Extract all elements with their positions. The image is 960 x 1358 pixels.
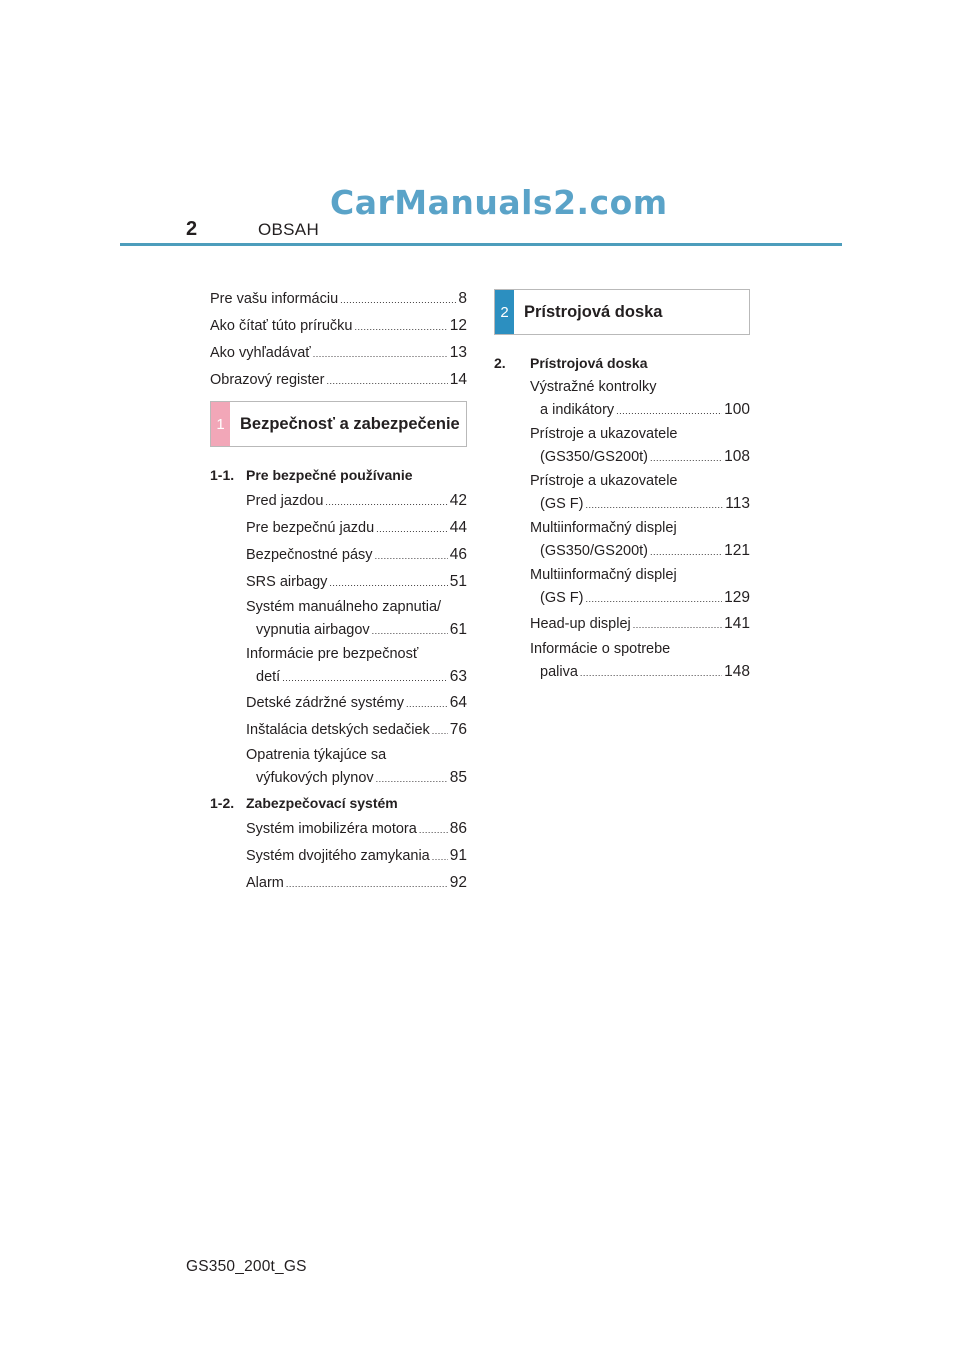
toc-entry-row	[246, 542, 467, 569]
toc-entry-row	[246, 618, 467, 643]
subsection-code: 2.	[494, 355, 506, 371]
dot-leader	[650, 447, 722, 470]
section-header[interactable]	[494, 289, 750, 335]
dot-leader	[376, 517, 448, 542]
toc-entry-row	[246, 766, 467, 791]
toc-entry[interactable]	[246, 643, 467, 690]
section-number-tab: 2	[495, 290, 514, 334]
toc-entry-label: Pre vašu informáciu	[210, 291, 339, 307]
toc-entry-label: Výstražné kontrolky	[530, 379, 657, 395]
subsection-entries	[210, 816, 467, 897]
toc-entry-row	[246, 488, 467, 515]
toc-entry-label: Systém manuálneho zapnutia/	[246, 599, 442, 615]
toc-entry[interactable]	[530, 470, 750, 517]
toc-entry[interactable]	[246, 542, 467, 569]
toc-entry[interactable]	[210, 313, 467, 340]
toc-entry-row	[530, 445, 750, 470]
dot-leader	[286, 872, 448, 897]
header-rule	[120, 243, 842, 246]
toc-entry-row	[246, 870, 467, 897]
toc-right-column	[494, 289, 750, 685]
toc-entry-row	[530, 492, 750, 517]
toc-page-number: 14	[449, 371, 467, 388]
toc-entry[interactable]	[530, 638, 750, 685]
toc-entry-row	[246, 690, 467, 717]
toc-entry[interactable]	[530, 376, 750, 423]
subsection-heading[interactable]	[210, 791, 467, 816]
toc-entry[interactable]	[246, 870, 467, 897]
toc-page-number: 141	[724, 615, 750, 632]
toc-entry[interactable]	[210, 286, 467, 313]
toc-page-number: 129	[724, 589, 750, 606]
toc-entry-label: Systém imobilizéra motora	[246, 821, 417, 837]
toc-entry[interactable]	[246, 744, 467, 791]
dot-leader	[633, 613, 722, 638]
toc-entry-label: Pre bezpečnú jazdu	[246, 520, 375, 536]
dot-leader	[375, 544, 448, 569]
toc-entry[interactable]	[246, 717, 467, 744]
toc-entry-label: (GS F)	[540, 590, 584, 606]
subsection-code: 1-2.	[210, 795, 235, 811]
toc-entry-label: Informácie pre bezpečnosť	[246, 646, 419, 662]
toc-entry-label: Inštalácia detských sedačiek	[246, 722, 430, 738]
toc-entry[interactable]	[530, 564, 750, 611]
toc-page-number: 92	[449, 874, 467, 891]
dot-leader	[325, 490, 447, 515]
toc-entry-label: Opatrenia týkajúce sa	[246, 747, 387, 763]
section-title: Prístrojová doska	[524, 302, 663, 321]
toc-entry[interactable]	[246, 569, 467, 596]
toc-entry-label: a indikátory	[540, 402, 615, 418]
toc-page-number: 42	[449, 492, 467, 509]
subsection-heading[interactable]	[494, 351, 750, 376]
toc-entry-row	[530, 398, 750, 423]
toc-page-number: 121	[724, 542, 750, 559]
toc-entry[interactable]	[246, 515, 467, 542]
toc-entry-label: (GS350/GS200t)	[540, 449, 648, 465]
toc-entry-label: Detské zádržné systémy	[246, 695, 404, 711]
toc-entry-row	[246, 569, 467, 596]
toc-entry-label: Pred jazdou	[246, 493, 324, 509]
dot-leader	[432, 845, 448, 870]
subsection-code: 1-1.	[210, 467, 235, 483]
toc-entry-label: Ako čítať túto príručku	[210, 318, 353, 334]
toc-page-number: 46	[449, 546, 467, 563]
toc-page-number: 61	[449, 621, 467, 638]
dot-leader	[376, 768, 448, 791]
toc-page-number: 51	[449, 573, 467, 590]
toc-entry-row	[246, 816, 467, 843]
toc-page-number: 44	[449, 519, 467, 536]
toc-entry-label: Ako vyhľadávať	[210, 345, 311, 361]
toc-entry-label: (GS F)	[540, 496, 584, 512]
toc-entry-label: Informácie o spotrebe	[530, 641, 671, 657]
section-2	[494, 289, 750, 685]
toc-page-number: 64	[449, 694, 467, 711]
toc-entry-label: paliva	[540, 664, 578, 680]
toc-entry-row	[530, 586, 750, 611]
intro-list	[210, 286, 467, 394]
toc-page-number: 63	[449, 668, 467, 685]
toc-page-number: 13	[449, 344, 467, 361]
subsection-heading[interactable]	[210, 463, 467, 488]
toc-page-number: 86	[449, 820, 467, 837]
section-number-tab: 1	[211, 402, 230, 446]
toc-entry-row	[246, 515, 467, 542]
dot-leader	[372, 620, 448, 643]
toc-entry[interactable]	[246, 816, 467, 843]
toc-entry[interactable]	[210, 367, 467, 394]
dot-leader	[586, 494, 724, 517]
dot-leader	[313, 342, 448, 367]
toc-page-number: 76	[449, 721, 467, 738]
page-number: 2	[186, 218, 198, 240]
page-title: OBSAH	[258, 220, 320, 239]
watermark: CarManuals2.com	[330, 183, 668, 222]
subsection-title: Zabezpečovací systém	[246, 795, 398, 811]
toc-entry[interactable]	[530, 423, 750, 470]
dot-leader	[586, 588, 723, 611]
subsection-title: Prístrojová doska	[530, 355, 648, 371]
toc-entry[interactable]	[246, 488, 467, 515]
toc-entry-label: vypnutia airbagov	[256, 622, 370, 638]
toc-page-number: 148	[724, 663, 750, 680]
toc-entry-row	[246, 717, 467, 744]
subsection-title: Pre bezpečné používanie	[246, 467, 413, 483]
toc-page-number: 108	[724, 448, 750, 465]
toc-entry-label: Obrazový register	[210, 372, 325, 388]
toc-entry[interactable]	[530, 611, 750, 638]
dot-leader	[282, 667, 448, 690]
toc-entry-row	[246, 843, 467, 870]
toc-page-number: 85	[449, 769, 467, 786]
section-title: Bezpečnosť a zabezpečenie	[240, 414, 460, 433]
toc-entry-row	[246, 665, 467, 690]
section-header[interactable]	[210, 401, 467, 447]
toc-entry[interactable]	[246, 690, 467, 717]
toc-entry-label: SRS airbagy	[246, 574, 328, 590]
toc-page-number: 12	[449, 317, 467, 334]
dot-leader	[616, 400, 722, 423]
dot-leader	[419, 818, 448, 843]
toc-entry[interactable]	[246, 596, 467, 643]
toc-entry-label: Multiinformačný displej	[530, 567, 677, 583]
toc-entry-label: Alarm	[246, 875, 284, 891]
subsection-entries	[494, 376, 750, 685]
toc-entry-label: výfukových plynov	[256, 770, 374, 786]
toc-entry[interactable]	[210, 340, 467, 367]
dot-leader	[432, 719, 448, 744]
dot-leader	[650, 541, 722, 564]
toc-entry[interactable]	[246, 843, 467, 870]
toc-page-number: 113	[725, 495, 750, 512]
toc-entry-row	[530, 611, 750, 638]
toc-page-number: 91	[449, 847, 467, 864]
toc-left-column	[210, 286, 467, 897]
toc-entry-row	[530, 660, 750, 685]
toc-entry-label: (GS350/GS200t)	[540, 543, 648, 559]
toc-entry-label: Prístroje a ukazovatele	[530, 426, 678, 442]
dot-leader	[406, 692, 448, 717]
toc-entry-label: Bezpečnostné pásy	[246, 547, 373, 563]
toc-entry[interactable]	[530, 517, 750, 564]
subsection-entries	[210, 488, 467, 791]
footer-model-code: GS350_200t_GS	[186, 1258, 307, 1275]
dot-leader	[580, 662, 722, 685]
toc-entry-row	[530, 539, 750, 564]
dot-leader	[329, 571, 447, 596]
toc-entry-label: detí	[256, 669, 281, 685]
dot-leader	[340, 288, 456, 313]
toc-entry-label: Head-up displej	[530, 616, 631, 632]
toc-entry-label: Multiinformačný displej	[530, 520, 677, 536]
dot-leader	[326, 369, 447, 394]
toc-entry-label: Systém dvojitého zamykania	[246, 848, 430, 864]
toc-page-number: 8	[458, 290, 467, 307]
toc-page-number: 100	[724, 401, 750, 418]
dot-leader	[354, 315, 447, 340]
section-1	[210, 401, 467, 897]
toc-entry-label: Prístroje a ukazovatele	[530, 473, 678, 489]
